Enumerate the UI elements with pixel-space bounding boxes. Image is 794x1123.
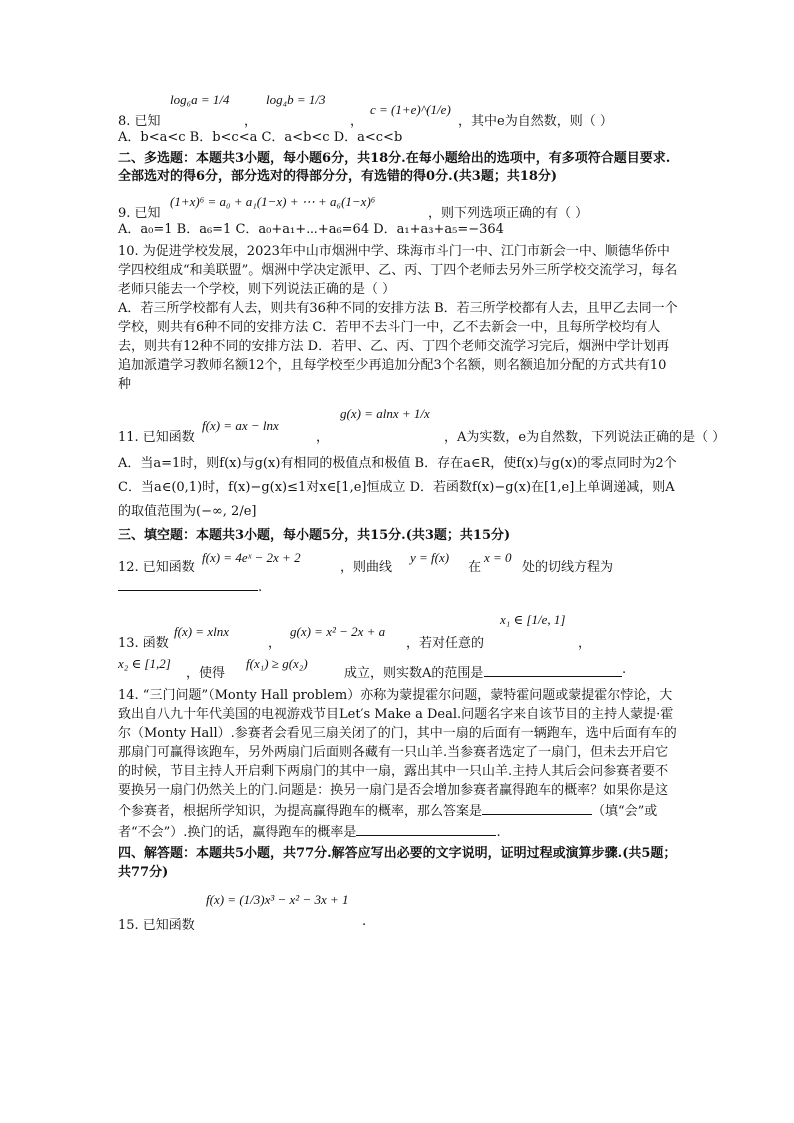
q8-options: A．b<a<c B．b<c<a C．a<b<c D．a<c<b	[118, 130, 403, 145]
q13-answer-blank[interactable]	[484, 662, 622, 677]
section-4-heading: 四、解答题：本题共5小题，共77分.解答应写出必要的文字说明，证明过程或演算步骤.(共5题；共77分)	[118, 846, 677, 880]
q13-mid: ，若对任意的	[406, 636, 485, 651]
q12-at: 在	[468, 560, 482, 575]
q15-formula: f(x) = (1/3)x³ − x² − 3x + 1	[206, 892, 349, 907]
q13-x1: x₁ ∈ [1/e, 1]	[500, 612, 566, 627]
q12-mid: ，则曲线	[340, 560, 393, 575]
q12-answer-blank[interactable]	[118, 576, 258, 591]
q14-text: 14. “三门问题”（Monty Hall problem）亦称为蒙提霍尔问题，蒙特霍问题或蒙提霍尔悖论，大致出自八九十年代美国的电视游戏节目Let′s Make a Deal.问题名字来自该节目的主持人蒙提·霍尔（Monty Hall）.参赛者会看见三扇关闭了的门，其中一扇的后面有一辆跑车，选中后面有车的那扇门可赢得该跑车，另外两扇门后面则各藏有一只山羊.当参赛者选定了一扇门，但未去开启它的时候，节目主持人开启剩下两扇门的其中一扇，露出其中一只山羊.主持人其后会问参赛者要不要换另一扇门仍然关上的门.问题是：换另一扇门是否会增加参赛者赢得跑车的概率？如果你是这个参赛者，根据所学知识，为提高赢得跑车的概率，那么答案是	[118, 688, 677, 819]
q11-option-a: A．当a=1时，则f(x)与g(x)有相同的极值点和极值	[118, 456, 411, 471]
q13-mid2: ，使得	[186, 666, 226, 681]
question-8	[118, 88, 678, 128]
q14-mid: （填“会”或者“不会”）.换门的话，赢得跑车的概率是	[118, 804, 658, 840]
q11-suffix: ，A为实数，e为自然数，下列说法正确的是（ ）	[444, 430, 726, 445]
section-2-heading: 二、多选题：本题共3小题，每小题6分，共18分.在每小题给出的选项中，有多项符合题目要求.全部选对的得6分，部分选对的得部分分，有选错的得0分.(共3题；共18分)	[118, 151, 671, 184]
q13-x2: x₂ ∈ [1,2]	[118, 656, 171, 671]
q8-sep-1: ，	[244, 114, 258, 129]
q11-formula-g: g(x) = alnx + 1/x	[340, 406, 430, 421]
q15-prefix: 15. 已知函数	[118, 918, 195, 933]
exam-page	[118, 88, 726, 934]
q13-suffix: 成立，则实数A的范围是	[344, 666, 484, 681]
q12-suffix: 处的切线方程为	[522, 560, 614, 575]
question-13	[118, 608, 678, 654]
q8-formula-b: log₄b = 1/3	[266, 92, 326, 107]
q8-prefix: 8. 已知	[118, 114, 161, 129]
q13-end: .	[622, 662, 627, 677]
q13-formula-g: g(x) = x² − 2x + a	[290, 624, 386, 639]
question-9	[118, 194, 678, 220]
q11-options	[118, 452, 678, 524]
question-11	[118, 402, 726, 448]
q14-answer-blank-1[interactable]	[482, 800, 592, 815]
q15-end: .	[362, 914, 367, 929]
q14-end: .	[496, 825, 501, 840]
q11-option-d: D．若函数f(x)−g(x)在[1,e]上单调递减，则A的取值范围为(−∞, 2/e]	[118, 480, 675, 519]
question-12	[118, 550, 678, 576]
q13-comma: ，	[578, 636, 592, 651]
q11-formula-f: f(x) = ax − lnx	[202, 418, 279, 433]
q10-text: 10. 为促进学校发展，2023年中山市烟洲中学、珠海市斗门一中、江门市新会一中、顺德华侨中学四校组成“和美联盟”。烟洲中学决定派甲、乙、丙、丁四个老师去另外三所学校交流学习，每名老师只能去一个学校，则下列说法正确的是（ ）	[118, 244, 678, 297]
q8-sep-2: ，	[350, 114, 364, 129]
q11-sep: ，	[316, 430, 330, 445]
q12-prefix: 12. 已知函数	[118, 560, 195, 575]
q9-prefix: 9. 已知	[118, 206, 161, 221]
q13-sep: ，	[268, 636, 282, 651]
q13-formula-f: f(x) = xlnx	[174, 624, 229, 639]
question-13-cont	[118, 654, 678, 684]
q11-option-c: C．当a∈(0,1)时，f(x)−g(x)≤1对x∈[1,e]恒成立	[118, 480, 406, 495]
q10-options: A．若三所学校都有人去，则共有36种不同的安排方法 B．若三所学校都有人去，且甲乙去同一个学校，则共有6种不同的安排方法 C．若甲不去斗门一中，乙不去新会一中，且每所学校均有人去，则共有12种不同的安排方法 D．若甲、乙、丙、丁四个老师交流学习完后，烟洲中学计划再追加派遣学习教师名额12个，且每学校至少再追加分配3个名额，则名额追加分配的方式共有10种	[118, 301, 678, 392]
q12-formula: f(x) = 4eˣ − 2x + 2	[202, 550, 301, 565]
question-15	[118, 888, 678, 934]
q9-options: A．a₀=1 B．a₆=1 C．a₀+a₁+⋯+a₆=64 D．a₁+a₃+a₅=−364	[118, 222, 504, 237]
q8-formula-a: log₆a = 1/4	[170, 92, 230, 107]
q13-prefix: 13. 函数	[118, 636, 169, 651]
q14-block	[118, 686, 678, 842]
q8-suffix: ，其中e为自然数，则（ ）	[458, 114, 613, 129]
q12-curve: y = f(x)	[410, 550, 450, 565]
section-3-heading: 三、填空题：本题共3小题，每小题5分，共15分.(共3题；共15分)	[118, 528, 511, 543]
q14-answer-blank-2[interactable]	[356, 821, 496, 836]
q9-formula: (1+x)⁶ = a₀ + a₁(1−x) + ⋯ + a₆(1−x)⁶	[170, 194, 376, 209]
q8-formula-c: c = (1+e)^(1/e)	[370, 102, 451, 117]
q11-prefix: 11. 已知函数	[118, 430, 195, 445]
q13-ineq: f(x₁) ≥ g(x₂)	[246, 656, 308, 671]
q11-option-b: B．存在a∈R，使f(x)与g(x)的零点同时为2个	[414, 456, 677, 471]
q12-answer-line: .	[118, 576, 678, 598]
q12-point: x = 0	[484, 550, 512, 565]
q9-suffix: ，则下列选项正确的有（ ）	[428, 206, 589, 221]
